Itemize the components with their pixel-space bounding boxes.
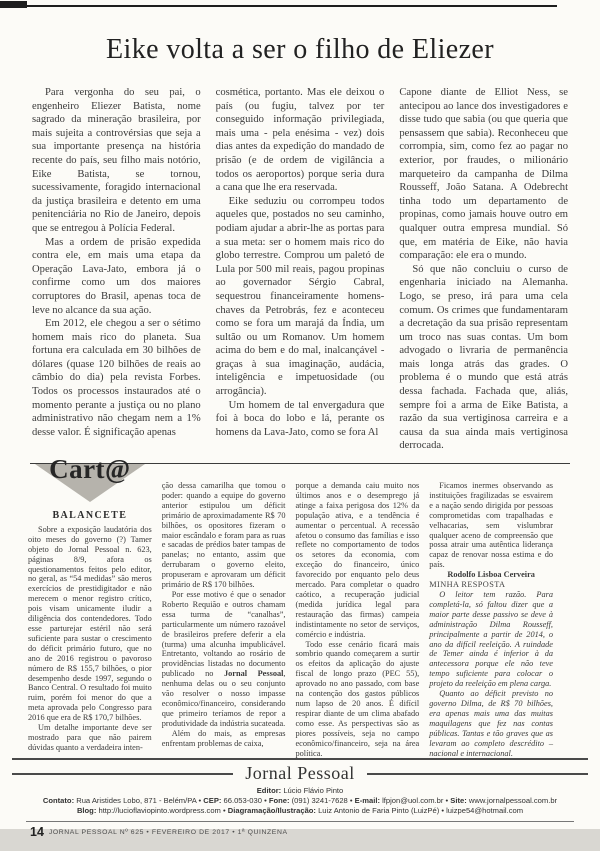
site-text: www.jornalpessoal.com.br bbox=[466, 796, 558, 805]
carta-paragraph: Ficamos inermes observando as instituições fragilizadas se esvairem e a nação sendo dirigida por pessoas comprometidas com trapalhadas e velhacarias, sem vislumbrar qualquer aceno de compreensão que possa atrair uma autêntica liderança capaz de renovar nossa estima e do país. bbox=[429, 481, 553, 570]
page-title: Eike volta a ser o filho de Eliezer bbox=[106, 34, 494, 65]
blog-label: Blog: bbox=[76, 805, 97, 815]
illustration-text: Luiz Antonio de Faria Pinto (LuizPé) • luizpe54@hotmail.com bbox=[315, 805, 524, 815]
cep-label: CEP: bbox=[203, 796, 222, 805]
article-paragraph: Um homem de tal envergadura que foi à boca do lobo e lá, perante os homens da Lava-Jato, como se fora Al bbox=[215, 399, 385, 438]
cep-text: 66.053-030 • bbox=[221, 796, 269, 805]
phone-text: (091) 3241-7628 • bbox=[289, 796, 355, 805]
article-column-3 bbox=[399, 86, 568, 453]
carta-paragraph: Sobre a exposição laudatória dos oito meses do governo (?) Tamer objeto do Jornal Pessoal n. 623, páginas 8/9, afora os questionamentos feitos pelo editor, no geral, as “54 medidas” são meros exercícios de prestidigitador e não merecem o menor registro crítico, pois visam unicamente iludir a diligência dos contendedores. Todo esse parturejar estéril não será suficiente para sustar o crescimento do déficit primário futuro, que no ano de 2016 registrou o pavoroso número de R$ 155,7 bilhões, o pior desempenho desde 1997, segundo o Banco Central. O resultado foi muito ruim, porém foi menor do que a meta aprovada pelo Congresso para 2016 que era de R$ 170,7 bilhões. bbox=[28, 524, 152, 723]
journal-name-bold: Jornal Pessoal bbox=[223, 669, 284, 679]
carta-column-3 bbox=[296, 464, 420, 758]
masthead-top-rule bbox=[12, 758, 588, 760]
article-paragraph: Só que não concluiu o curso de engenharia iniciado na Alemanha. Logo, se preso, irá para uma cela comum. Os crimes que fundamentaram a decretação da sua prisão representam um troco nas suas contas. Um bom advogado o livraria de permanência mais longa atrás das grades. O problema é o mundo que está atrás dessa fachada. Fachada que, aliás, sempre foi a arma de Eike Batista, a razão da sua vertiginosa carreira e a causa da sua ainda mais vertiginosa derrocada. bbox=[399, 263, 569, 452]
carta-paragraph bbox=[162, 590, 286, 729]
carta-logo: Cart@ bbox=[49, 454, 131, 485]
brand-row bbox=[12, 763, 588, 784]
contact-line bbox=[0, 796, 600, 806]
illustration-label: Diagramação/Ilustração: bbox=[227, 805, 316, 815]
article-paragraph: Para vergonha do seu pai, o engenheiro Eliezer Batista, nome sagrado da mineração brasileira, por mais sujeita a controvérsias que seja a sua importante presença na história recente do país, seu filho mais notório, Eike Batista, se tornou, sucessivamente, foragido internacional da justiça brasileira e detento em uma penitenciária no Rio de Janeiro, depois que se entregou à Polícia Federal. bbox=[32, 87, 201, 234]
brand-side-rule bbox=[367, 773, 588, 775]
blog-text: http://lucioflaviopinto.wordpress.com • bbox=[96, 805, 228, 815]
reader-signature: Rodolfo Lisboa Cerveira bbox=[447, 570, 535, 580]
site-label: Site: bbox=[450, 796, 467, 805]
paragraph-text: Por esse motivo é que o senador Roberto Requião e outros chamam essa turma de “canalhas”, particularmente um número razoável de brasileiros prefere deferir a ela (turma) uma alcunha impublicável. Entretanto, voltando ao rosário de providências listadas no documento publicado no bbox=[161, 590, 286, 679]
carta-paragraph: Todo esse cenário ficará mais sombrio quando começarem a surtir os efeitos da aplicação do ajuste fiscal de longo prazo (PEC 55), aprovado no ano passado, com base na contenção dos gastos públicos num lapso de 20 anos. É difícil respirar diante de um clima abafado como esse. As perspectivas são as piores possíveis, seja no campo econômico/financeiro, seja na área política. bbox=[295, 639, 420, 758]
article-column-2 bbox=[216, 86, 385, 453]
page-number: 14 bbox=[30, 825, 44, 840]
article-paragraph: Em 2012, ele chegou a ser o sétimo homem mais rico do planeta. Sua fortuna era calculada em 30 bilhões de dólares (quase 120 bilhões de reais ao câmbio do dia) pela revista Forbes. Todos os processos instaurados até o momento perante a justiça ou no plano administrativo não chegam nem a 1% desse valor. É significação apenas bbox=[32, 318, 201, 438]
main-article bbox=[32, 86, 568, 453]
email-text: lfpjon@uol.com.br • bbox=[379, 796, 451, 805]
response-heading: MINHA RESPOSTA bbox=[429, 580, 506, 590]
brand-title: Jornal Pessoal bbox=[245, 763, 355, 784]
contact-text: Rua Aristides Lobo, 871 - Belém/PA • bbox=[74, 796, 204, 805]
email-label: E-mail: bbox=[354, 796, 380, 805]
article-paragraph: cosmética, portanto. Mas ele deixou o país (ou fugiu, talvez por ter conseguido informação privilegiada, mais uma - pela enésima - vez) dois dias antes da expedição do mandado de prisão (e de ordem de vigilância a todos os aeroportos) porque seria dura a cana que lhe era reservada. bbox=[215, 87, 385, 194]
carta-column-4 bbox=[429, 464, 553, 758]
paragraph-text: , nenhuma delas ou o seu conjunto vão resolver o nosso impasse econômico/financeiro, considerando que primeiro teríamos de repor a produtividade da indústria sucateada. bbox=[161, 669, 286, 728]
balancete-heading: BALANCETE bbox=[52, 510, 128, 522]
carta-column-1 bbox=[28, 454, 152, 758]
carta-paragraph: porque a demanda caiu muito nos últimos anos e o desemprego já atinge a faixa perigosa dos 12% da população ativa, e a tendência é aumentar o percentual. A recessão afetou o consumo das famílias e isso reflete no comportamento de todos os setores da economia, com exceção do financeiro, único favorecido por enquanto pelo deus mercado. Para completar o quadro caótico, a recuperação judicial (medida jurídica legal para restauração das firmas) campeia indistintamente no setor de serviços, comércio e indústria. bbox=[295, 481, 420, 639]
carta-paragraph: ção dessa camarilha que tomou o poder: quando a equipe do governo anterior estipulou um déficit primário de aproximadamente R$ 70 bilhões, os opositores fizeram o maior escândalo e foram para as ruas e sacadas de prédios bater tampas de panelas; no entanto, assim que derrubaram o governo eleito, propuseram e aprovaram um déficit primário de R$ 170 bilhões. bbox=[161, 481, 286, 590]
contact-label: Contato: bbox=[42, 796, 75, 805]
pageline bbox=[30, 825, 600, 839]
article-paragraph: Eike seduziu ou corrompeu todos aqueles que, postados no seu caminho, podiam ajudar a abrir-lhe as portas para a sua meta: ser o homem mais rico do globo terrestre. Comprou um paletó de Lula por 500 mil reais, pagou propinas ao governador Sérgio Cabral, sequestrou financeiramente homens-chaves da Petrobrás, fez e aconteceu como se fora um marajá da Índia, um sultão ou um Romanov. Um homem acima do bem e do mal, inalcançável - graças à sua imaginação, audácia, inteligência e impetuosidade (ou arrogância). bbox=[215, 195, 385, 398]
article-column-1 bbox=[32, 86, 201, 453]
response-paragraph: O leitor tem razão. Para completá-la, só faltou dizer que a maior parte desse passivo se deve à administração Dilma Rousseff, principalmente a partir de 2014, o ano da difícil reeleição. A ruindade de Temer ainda é inferior à da antecessora porque ele não teve tempo suficiente para colocar o projeto da reeleição em plena carga. bbox=[429, 590, 553, 689]
response-paragraph: Quanto ao déficit previsto no governo Dilma, de R$ 70 bilhões, era apenas mais uma das muitas maquilagens que fez nas contas públicas. Tantas e tão graves que as levaram ao completo descrédito – nacional e internacional. bbox=[429, 689, 553, 758]
article-paragraph: Mas a ordem de prisão expedida contra ele, em mais uma etapa da Operação Lava-Jato, embora já o confirme como um dos maiores corruptores do Brasil, apenas toca de leve no alcance da sua ação. bbox=[32, 236, 201, 316]
editor-name: Lúcio Flávio Pinto bbox=[281, 786, 344, 796]
issue-info: JORNAL PESSOAL Nº 625 • FEVEREIRO DE 2017 • 1ª QUINZENA bbox=[48, 828, 288, 836]
editor-label: Editor: bbox=[256, 786, 282, 796]
brand-side-rule bbox=[12, 773, 233, 775]
carta-section bbox=[28, 454, 553, 758]
footer-info bbox=[0, 786, 600, 815]
article-paragraph: Capone diante de Elliot Ness, se antecipou ao lance dos investigadores e disse tudo que sabia (ou que queria que pensassem que sabia). Reconheceu que corrompia, sim, como fez ao pagar no exterior, por fraudes, o milionário marqueteiro da campanha de Dilma Rousseff, João Satana. A Odebrecht tinha todo um departamento de propinas, como jamais houve outro em qualquer outra empresa mundial. Só que, em matéria de Eike, não havia comparação: ele era o mundo. bbox=[399, 87, 569, 262]
phone-label: Fone: bbox=[268, 796, 290, 805]
editor-line bbox=[0, 786, 600, 796]
carta-banner bbox=[28, 454, 152, 508]
pageline-rule bbox=[26, 821, 574, 822]
carta-column-2 bbox=[162, 464, 286, 758]
blog-line bbox=[0, 806, 600, 816]
scan-artifact-blob bbox=[0, 1, 27, 8]
scan-artifact-line bbox=[0, 5, 557, 7]
carta-paragraph: Além do mais, as empresas enfrentam problemas de caixa, bbox=[161, 728, 286, 748]
carta-paragraph: Um detalhe importante deve ser mostrado para que não pairem dúvidas quanto a verdadeira inten- bbox=[28, 723, 152, 752]
footer-masthead bbox=[0, 758, 600, 851]
